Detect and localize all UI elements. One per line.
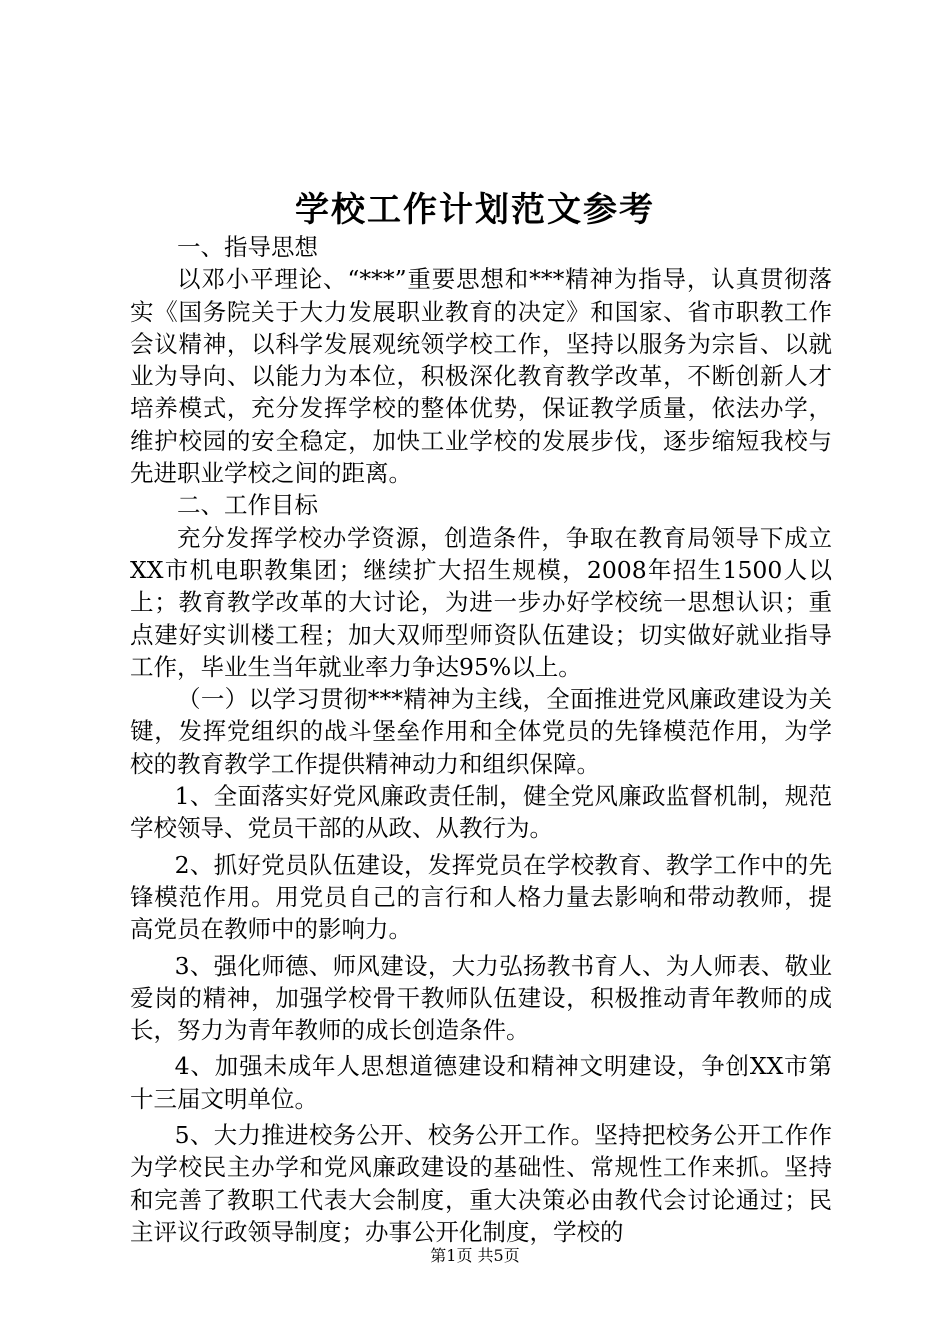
paragraph-point-4: 4、加强未成年人思想道德建设和精神文明建设，争创XX市第十三届文明单位。: [130, 1052, 832, 1113]
paragraph-point-1: 1、全面落实好党风廉政责任制，健全党风廉政监督机制，规范学校领导、党员干部的从政、从教行为。: [130, 782, 832, 843]
paragraph-point-5: 5、大力推进校务公开、校务公开工作。坚持把校务公开工作作为学校民主办学和党风廉政建设的基础性、常规性工作来抓。坚持和完善了教职工代表大会制度，重大决策必由教代会讨论通过；民主评议行政领导制度；办事公开化制度，学校的: [130, 1121, 832, 1246]
paragraph-point-2: 2、抓好党员队伍建设，发挥党员在学校教育、教学工作中的先锋模范作用。用党员自己的言行和人格力量去影响和带动教师，提高党员在教师中的影响力。: [130, 850, 832, 944]
section-heading-work-goals: 二、工作目标: [177, 491, 318, 520]
paragraph-work-goals: 充分发挥学校办学资源，创造条件，争取在教育局领导下成立XX市机电职教集团；继续扩大招生规模，2008年招生1500人以上；教育教学改革的大讨论，为进一步办好学校统一思想认识；重点建好实训楼工程；加大双师型师资队伍建设；切实做好就业指导工作，毕业生当年就业率力争达95%以上。: [130, 523, 832, 681]
document-body: [130, 231, 832, 1248]
document-title: 学校工作计划范文参考: [295, 190, 655, 230]
page-footer: 第1页 共5页: [430, 1246, 520, 1265]
paragraph-point-3: 3、强化师德、师风建设，大力弘扬教书育人、为人师表、敬业爱岗的精神，加强学校骨干教师队伍建设，积极推动青年教师的成长，努力为青年教师的成长创造条件。: [130, 951, 832, 1045]
paragraph-guiding-ideology: 以邓小平理论、“***”重要思想和***精神为指导，认真贯彻落实《国务院关于大力发展职业教育的决定》和国家、省市职教工作会议精神，以科学发展观统领学校工作，坚持以服务为宗旨、以就业为导向、以能力为本位，积极深化教育教学改革，不断创新人才培养模式，充分发挥学校的整体优势，保证教学质量，依法办学，维护校园的安全稳定，加快工业学校的发展步伐，逐步缩短我校与先进职业学校之间的距离。: [130, 265, 832, 488]
paragraph-item-one: （一）以学习贯彻***精神为主线，全面推进党风廉政建设为关键，发挥党组织的战斗堡垒作用和全体党员的先锋模范作用，为学校的教育教学工作提供精神动力和组织保障。: [130, 685, 832, 778]
section-heading-guiding-ideology: 一、指导思想: [177, 233, 318, 261]
